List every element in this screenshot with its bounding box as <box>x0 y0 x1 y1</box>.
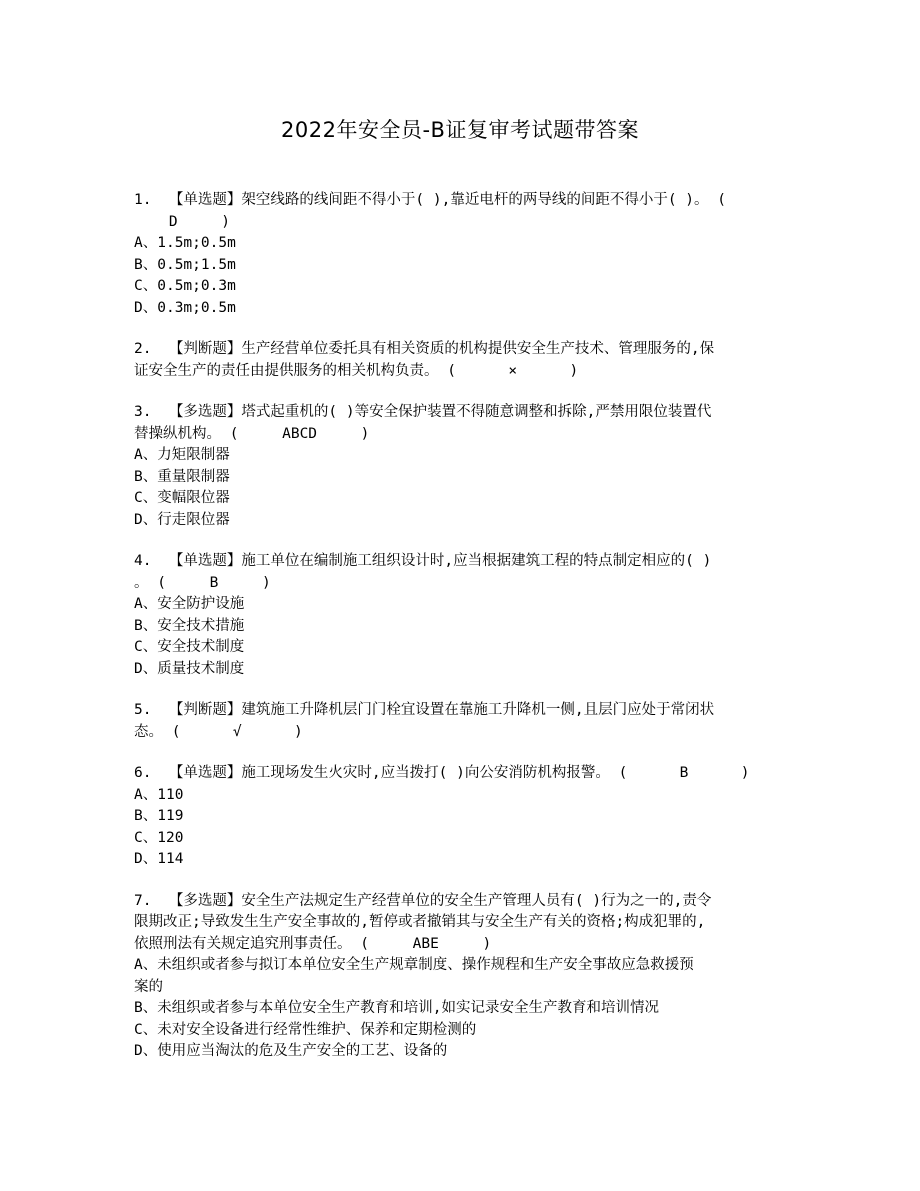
question-text-line: 3. 【多选题】塔式起重机的( )等安全保护装置不得随意调整和拆除,严禁用限位装置代 <box>134 404 712 420</box>
question-6 <box>134 763 784 871</box>
answer-option: C、0.5m;0.3m <box>134 278 236 294</box>
answer-option: B、0.5m;1.5m <box>134 256 236 273</box>
answer-option: D、行走限位器 <box>134 511 230 528</box>
answer-option: A、安全防护设施 <box>134 596 245 612</box>
answer-option: D、0.3m;0.5m <box>134 299 236 316</box>
answer-option: D、使用应当淘汰的危及生产安全的工艺、设备的 <box>134 1043 448 1059</box>
question-text-line: D ) <box>134 213 231 230</box>
answer-option: C、120 <box>134 829 184 846</box>
question-7 <box>134 891 784 1063</box>
question-text-line: 6. 【单选题】施工现场发生火灾时,应当拨打( )向公安消防机构报警。 ( B ) <box>134 765 750 781</box>
question-text-line: 依照刑法有关规定追究刑事责任。 ( ABE ) <box>134 935 492 952</box>
question-text-line: 替操纵机构。 ( ABCD ) <box>134 425 370 442</box>
answer-option: A、1.5m;0.5m <box>134 235 236 251</box>
answer-option: C、安全技术制度 <box>134 639 245 655</box>
answer-option: B、119 <box>134 808 184 824</box>
question-text-line: 1. 【单选题】架空线路的线间距不得小于( ),靠近电杆的两导线的间距不得小于( )。 ( <box>134 192 726 208</box>
answer-option: 案的 <box>134 978 163 995</box>
answer-option: A、未组织或者参与拟订本单位安全生产规章制度、操作规程和生产安全事故应急救援预 <box>134 957 694 973</box>
question-text-line: 5. 【判断题】建筑施工升降机层门门栓宜设置在靠施工升降机一侧,且层门应处于常闭状 <box>134 702 715 718</box>
answer-option: D、114 <box>134 851 184 867</box>
question-3 <box>134 402 784 531</box>
answer-option: C、变幅限位器 <box>134 490 230 506</box>
question-text-line: 态。 ( √ ) <box>134 723 303 740</box>
question-text-line: 证安全生产的责任由提供服务的相关机构负责。 ( × ) <box>134 362 579 379</box>
question-text-line: 2. 【判断题】生产经营单位委托具有相关资质的机构提供安全生产技术、管理服务的,保 <box>134 341 715 357</box>
question-1 <box>134 190 784 319</box>
question-list <box>134 190 784 1083</box>
page-title: 2022年安全员-B证复审考试题带答案 <box>281 118 639 142</box>
answer-option: B、未组织或者参与本单位安全生产教育和培训,如实记录安全生产教育和培训情况 <box>134 1000 659 1016</box>
question-text-line: 限期改正;导致发生生产安全事故的,暂停或者撤销其与安全生产有关的资格;构成犯罪的, <box>134 914 706 930</box>
question-text-line: 7. 【多选题】安全生产法规定生产经营单位的安全生产管理人员有( )行为之一的,责令 <box>134 892 712 909</box>
question-2 <box>134 339 784 382</box>
answer-option: C、未对安全设备进行经常性维护、保养和定期检测的 <box>134 1021 477 1038</box>
answer-option: D、质量技术制度 <box>134 660 245 677</box>
question-text-line: 4. 【单选题】施工单位在编制施工组织设计时,应当根据建筑工程的特点制定相应的( ) <box>134 553 712 569</box>
answer-option: B、重量限制器 <box>134 468 230 485</box>
question-5 <box>134 700 784 743</box>
answer-option: A、110 <box>134 786 184 803</box>
question-text-line: 。 ( B ) <box>134 574 271 591</box>
answer-option: A、力矩限制器 <box>134 447 230 463</box>
question-4 <box>134 551 784 680</box>
answer-option: B、安全技术措施 <box>134 617 245 634</box>
